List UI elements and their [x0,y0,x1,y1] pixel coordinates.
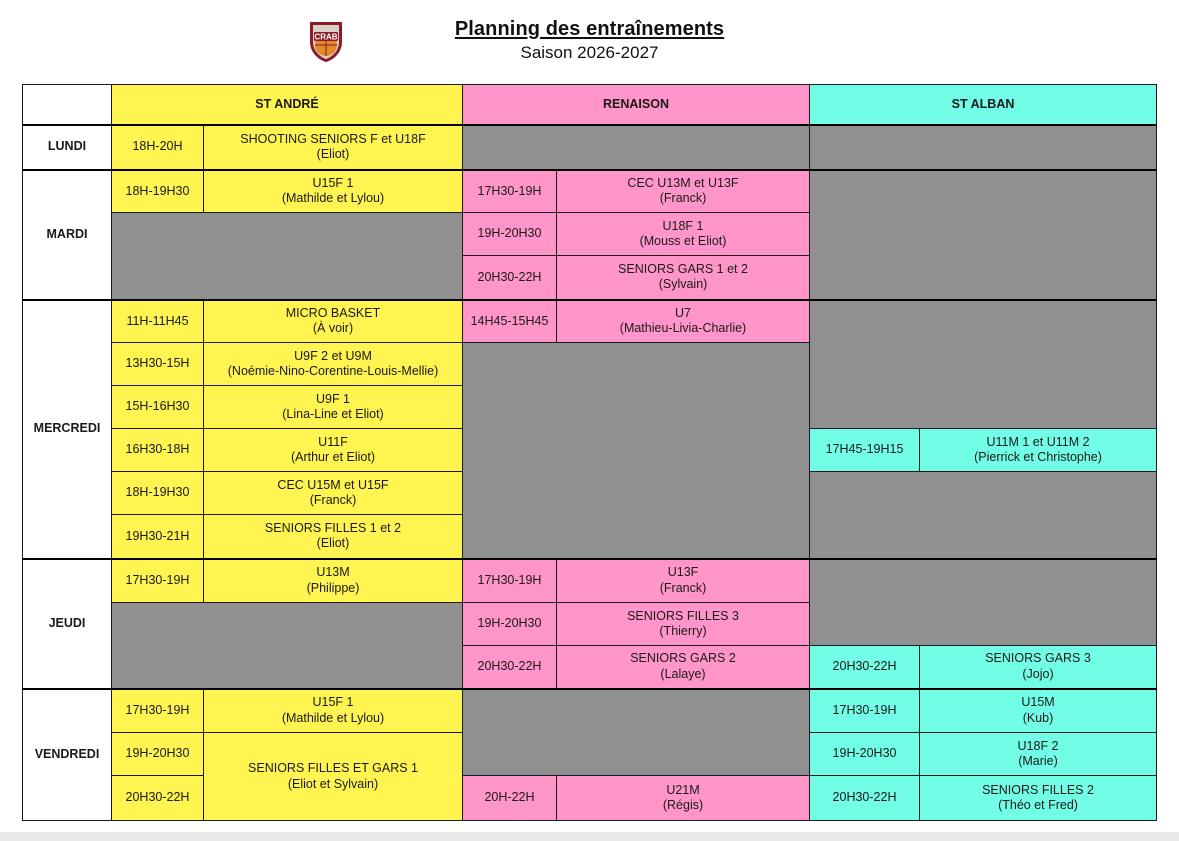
session-coach: (Régis) [662,798,704,812]
session-team: U7 [675,305,691,320]
session-team: SENIORS GARS 2 [630,651,736,666]
session-cell [920,776,1157,821]
venue-header-st-andre: ST ANDRÉ [112,85,463,125]
session-time: 20H30-22H [463,646,557,689]
session-time: 18H-19H30 [112,170,204,213]
session-cell [204,343,463,386]
session-cell [920,646,1157,689]
session-time: 19H-20H30 [112,733,204,776]
session-coach: (Marie) [1018,754,1058,768]
session-coach: (Thierry) [659,624,707,638]
session-team: U11F [318,434,348,449]
session-team: SENIORS FILLES ET GARS 1 [248,761,418,775]
session-cell [204,515,463,559]
session-cell [557,213,810,256]
session-team: SENIORS FILLES 2 [982,782,1094,797]
session-cell [557,776,810,821]
session-coach: (Sylvain) [658,277,708,292]
session-coach: (Noémie-Nino-Corentine-Louis-Mellie) [227,364,439,378]
session-team: U15F 1 [312,175,354,190]
page-title: Planning des entraînements [454,18,725,40]
session-team: CEC U15M et U15F [277,477,389,492]
session-coach: (Mathilde et Lylou) [281,191,385,206]
session-cell [557,300,810,343]
session-coach: (Kub) [1022,710,1054,725]
session-coach: (Arthur et Eliot) [290,450,376,464]
empty-slot [810,300,1157,429]
session-time: 20H-22H [463,776,557,821]
session-cell [204,733,463,821]
session-time: 20H30-22H [810,776,920,821]
session-time: 20H30-22H [463,256,557,300]
training-schedule-table [22,84,1157,821]
session-cell [920,689,1157,733]
session-cell [557,559,810,603]
logo-text: CRAB [314,32,338,42]
session-team: U18F 1 [662,218,704,233]
session-team: CEC U13M et U13F [627,175,739,190]
session-team: U13M [316,565,350,580]
session-cell [204,386,463,429]
session-team: SENIORS GARS 1 et 2 [618,261,748,276]
session-time: 11H-11H45 [112,300,204,343]
session-time: 17H30-19H [810,689,920,733]
session-time: 15H-16H30 [112,386,204,429]
session-coach: (Philippe) [306,580,360,595]
session-cell [204,125,463,170]
session-team: U13F [667,565,699,580]
session-team: SENIORS FILLES 1 et 2 [264,520,402,535]
empty-slot [810,170,1157,300]
session-coach: (Eliot et Sylvain) [287,776,379,791]
session-cell [557,170,810,213]
session-cell [204,559,463,603]
session-time: 14H45-15H45 [463,300,557,343]
empty-slot [463,343,810,559]
empty-slot [810,559,1157,646]
session-time: 17H30-19H [112,559,204,603]
day-label-vendredi: VENDREDI [23,689,112,821]
session-time: 18H-20H [112,125,204,170]
session-time: 19H30-21H [112,515,204,559]
day-label-lundi: LUNDI [23,125,112,170]
session-cell [204,689,463,733]
day-label-jeudi: JEUDI [23,559,112,689]
session-cell [920,429,1157,472]
session-coach: (Mathilde et Lylou) [281,710,385,725]
session-team: U15M [1021,695,1055,710]
session-coach: (Franck) [659,191,707,206]
session-time: 17H30-19H [463,170,557,213]
empty-slot [810,125,1157,170]
session-time: 19H-20H30 [810,733,920,776]
session-time: 17H30-19H [112,689,204,733]
session-team: U9F 1 [315,391,351,406]
session-team: U15F 1 [312,695,354,710]
empty-slot [112,603,463,689]
session-time: 20H30-22H [810,646,920,689]
session-team: SHOOTING SENIORS F et U18F [240,131,426,146]
venue-header-renaison: RENAISON [463,85,810,125]
session-cell [557,646,810,689]
session-team: U9F 2 et U9M [294,348,372,363]
session-time: 17H30-19H [463,559,557,603]
session-team: SENIORS GARS 3 [985,651,1091,666]
session-coach: (Mouss et Eliot) [639,234,727,248]
session-team: MICRO BASKET [285,305,381,320]
session-cell [557,256,810,300]
session-team: U18F 2 [1017,738,1059,753]
session-time: 19H-20H30 [463,603,557,646]
page-subtitle: Saison 2026-2027 [520,43,659,62]
session-coach: (À voir) [312,321,354,336]
session-coach: (Lalaye) [660,666,706,681]
session-coach: (Franck) [309,493,357,507]
session-coach: (Eliot) [316,536,350,551]
venue-header-st-alban: ST ALBAN [810,85,1157,125]
session-cell [920,733,1157,776]
empty-slot [463,125,810,170]
session-time: 20H30-22H [112,776,204,821]
day-label-mercredi: MERCREDI [23,300,112,559]
day-label-mardi: MARDI [23,170,112,300]
session-time: 18H-19H30 [112,472,204,515]
empty-slot [810,472,1157,559]
session-time: 19H-20H30 [463,213,557,256]
empty-slot [463,689,810,776]
session-coach: (Jojo) [1022,666,1054,681]
session-time: 13H30-15H [112,343,204,386]
session-cell [204,472,463,515]
session-team: SENIORS FILLES 3 [627,608,739,623]
session-time: 16H30-18H [112,429,204,472]
session-cell [557,603,810,646]
session-cell [204,170,463,213]
session-cell [204,300,463,343]
session-time: 17H45-19H15 [810,429,920,472]
table-corner [23,85,112,125]
session-coach: (Mathieu-Livia-Charlie) [619,321,747,336]
session-cell [204,429,463,472]
session-coach: (Pierrick et Christophe) [974,450,1102,464]
session-team: U11M 1 et U11M 2 [986,434,1090,449]
session-coach: (Théo et Fred) [998,798,1078,812]
empty-slot [112,213,463,300]
session-coach: (Eliot) [316,147,350,161]
session-coach: (Franck) [659,580,707,595]
session-team: U21M [666,782,700,797]
session-coach: (Lina-Line et Eliot) [282,407,384,421]
